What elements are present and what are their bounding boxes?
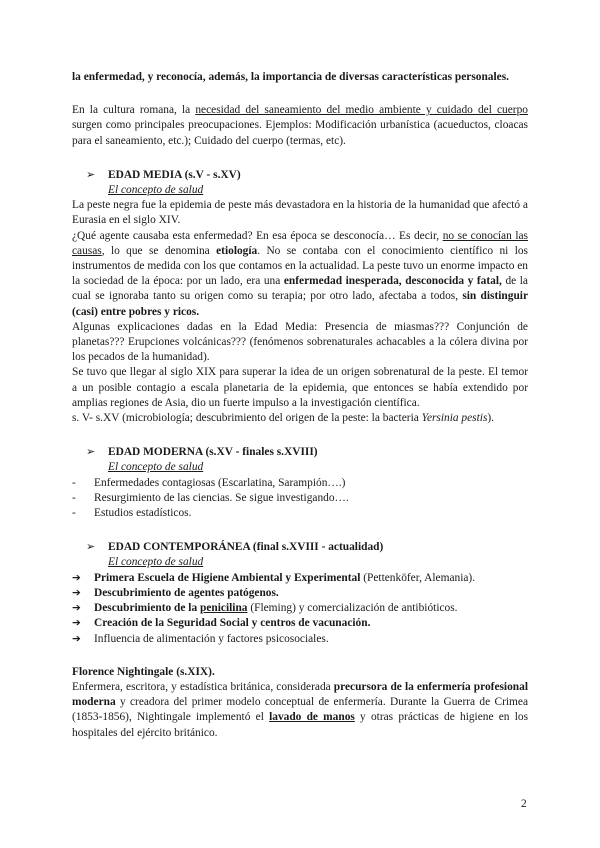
- media-text: ).: [487, 412, 495, 425]
- contemporanea-list: [72, 571, 528, 647]
- list-item: [72, 586, 528, 601]
- media-bold-text: enfermedad inesperada, desconocida y fatal,: [283, 275, 502, 288]
- right-arrow-bullet-icon: ➔: [72, 602, 81, 615]
- right-arrow-bullet-icon: ➔: [72, 571, 81, 584]
- arrowhead-bullet-icon: ➢: [86, 445, 96, 459]
- list-item: [72, 616, 528, 631]
- right-arrow-bullet-icon: ➔: [72, 617, 81, 630]
- list-item-text: Descubrimiento de agentes patógenos.: [94, 586, 279, 599]
- list-item-text: [94, 601, 458, 616]
- plain-text: (Pettenköfer, Alemania).: [360, 571, 476, 584]
- edad-contemporanea-title: EDAD CONTEMPORÁNEA (final s.XVIII - actualidad): [108, 541, 384, 554]
- section-heading-edad-media: [86, 167, 528, 183]
- media-paragraph-3: Algunas explicaciones dadas en la Edad Media: Presencia de miasmas??? Conjunción de planetas??? Erupciones volcánicas??? (fenómenos sobrenaturales achacables a la cólera divina por los pecados de la humanidad).: [72, 320, 528, 364]
- dash-bullet-icon: -: [72, 476, 76, 489]
- dash-bullet-icon: -: [72, 491, 76, 504]
- media-paragraph-5: [72, 411, 528, 426]
- roma-text: En la cultura romana, la: [72, 104, 196, 117]
- list-item-text: Influencia de alimentación y factores psicosociales.: [94, 632, 329, 645]
- intro-paragraph: la enfermedad, y reconocía, además, la importancia de diversas características personales.: [72, 71, 509, 83]
- list-item-text: Resurgimiento de las ciencias. Se sigue investigando….: [94, 491, 349, 504]
- roma-text-end: surgen como principales preocupaciones. Ejemplos: Modificación urbanística (acueductos, cloacas para el saneamiento, etc.); Cuidado del cuerpo (termas, etc).: [72, 119, 528, 147]
- page-content: [72, 70, 528, 741]
- media-text: . No se contaba con el conocimiento científico ni los instrumentos de medida con los que contamos en la actualidad. La peste tuvo un enorme impacto en la sociedad de la época: por un lado, era una: [72, 244, 528, 288]
- list-item: [72, 506, 528, 521]
- media-text: s. V- s.XV (microbiología; descubrimiento del origen de la peste: la bacteria: [72, 412, 422, 425]
- list-item: [72, 601, 528, 616]
- list-item-text: Estudios estadísticos.: [94, 507, 192, 520]
- page-number: 2: [521, 798, 527, 810]
- florence-paragraph: [72, 680, 528, 741]
- list-item: [72, 632, 528, 647]
- media-text: , lo que se denomina: [101, 244, 217, 257]
- florence-heading: Florence Nightingale (s.XIX).: [72, 665, 215, 678]
- media-bold-text: etiología: [216, 244, 258, 257]
- media-underlined-text: no se conocían las causas: [72, 229, 528, 257]
- roma-underlined-text: necesidad del saneamiento del medio ambiente y cuidado del cuerpo: [195, 104, 528, 117]
- edad-media-title: EDAD MEDIA (s.V - s.XV): [108, 168, 241, 181]
- moderna-list: [72, 476, 528, 522]
- edad-contemporanea-subtitle: El concepto de salud: [108, 556, 204, 569]
- list-item: [72, 476, 528, 491]
- bold-text: Primera Escuela de Higiene Ambiental y Experimental: [94, 571, 361, 584]
- bold-underlined-text: penicilina: [200, 602, 248, 615]
- arrowhead-bullet-icon: ➢: [86, 167, 96, 181]
- media-paragraph-2: [72, 229, 528, 320]
- florence-bold-text: precursora de la enfermería profesional moderna: [72, 680, 528, 709]
- arrowhead-bullet-icon: ➢: [86, 540, 96, 554]
- section-heading-edad-contemporanea: [86, 539, 528, 555]
- edad-moderna-title: EDAD MODERNA (s.XV - finales s.XVIII): [108, 446, 318, 459]
- florence-bold-underlined-text: lavado de manos: [269, 711, 355, 724]
- dash-bullet-icon: -: [72, 507, 76, 520]
- list-item-text: Enfermedades contagiosas (Escarlatina, Sarampión….): [94, 476, 346, 489]
- florence-text: Enfermera, escritora, y estadística británica, considerada: [72, 680, 334, 693]
- list-item: [72, 571, 528, 586]
- media-paragraph-1: La peste negra fue la epidemia de peste más devastadora en la historia de la humanidad que afectó a Eurasia en el siglo XIV.: [72, 199, 528, 227]
- media-italic-text: Yersinia pestis: [421, 412, 488, 425]
- right-arrow-bullet-icon: ➔: [72, 586, 81, 599]
- bold-text: Descubrimiento de la: [94, 602, 200, 615]
- media-text: de la cual se ignoraba tanto su origen como su terapia; por otro lado, afectaba a todos,: [72, 275, 528, 303]
- list-item-text: Creación de la Seguridad Social y centros de vacunación.: [94, 617, 371, 630]
- plain-text: (Fleming) y comercialización de antibióticos.: [247, 602, 458, 615]
- roma-paragraph: [72, 103, 528, 149]
- list-item-text: [94, 571, 475, 586]
- media-bold-text: sin distinguir (casi) entre pobres y ricos.: [72, 290, 528, 318]
- list-item: [72, 491, 528, 506]
- media-text: ¿Qué agente causaba esta enfermedad? En esa época se desconocía… Es decir,: [72, 229, 443, 242]
- media-paragraph-4: Se tuvo que llegar al siglo XIX para superar la idea de un origen sobrenatural de la peste. El temor a un posible contagio a escala planetaria de la epidemia, que entonces se había extendido por amplias regiones de Asia, dio un fuerte impulso a la investigación científica.: [72, 366, 528, 409]
- section-heading-edad-moderna: [86, 444, 528, 460]
- edad-media-subtitle: El concepto de salud: [108, 184, 204, 197]
- florence-text: y creadora del primer modelo conceptual de enfermería. Durante la Guerra de Crimea (1853-1856), Nightingale implementó el: [72, 696, 528, 724]
- florence-text: y otras prácticas de higiene en los hospitales del ejército británico.: [72, 711, 529, 739]
- right-arrow-bullet-icon: ➔: [72, 632, 81, 645]
- edad-moderna-subtitle: El concepto de salud: [108, 461, 204, 474]
